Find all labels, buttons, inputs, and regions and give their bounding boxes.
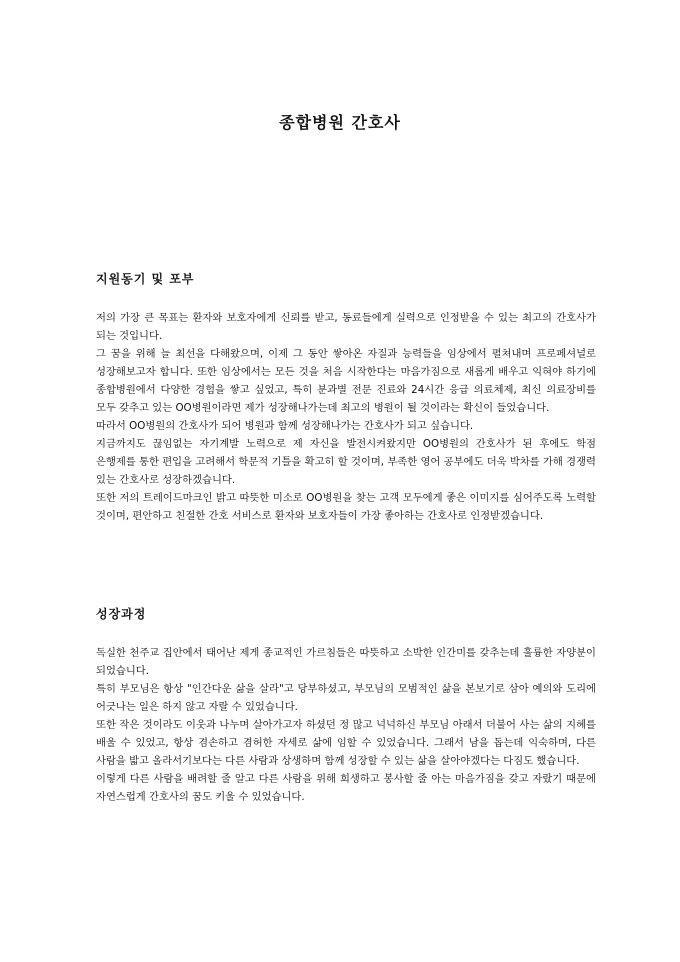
section-heading: 성장과정 — [96, 607, 147, 621]
paragraph: 특히 부모님은 항상 "인간다운 삶을 살라"고 당부하셨고, 부모님의 모범적인 삶을 본보기로 삼아 예의와 도리에 어긋나는 일은 하지 않고 자랄 수 있었습니다. — [96, 683, 596, 713]
paragraph: 그 꿈을 위해 늘 최선을 다해왔으며, 이제 그 동안 쌓아온 자질과 능력들을 임상에서 펼쳐내며 프로페셔널로 성장해보고자 합니다. 또한 임상에서는 모든 것을 처음 시작한다는 마음가짐으로 새롭게 배우고 익혀야 하기에 종합병원에서 다양한 경험을 쌓고 싶었고, 특히 분과별 전문 진료와 24시간 응급 의료체제, 최신 의료장비를 모두 갖추고 있는 OO병원이라면 제가 성장해나가는데 최고의 병원이 될 것이라는 확신이 들었습니다. — [96, 348, 596, 414]
paragraph: 또한 저의 트레이드마크인 밝고 따뜻한 미소로 OO병원을 찾는 고객 모두에게 좋은 이미지를 심어주도록 노력할 것이며, 편안하고 친절한 간호 서비스로 환자와 보호자들이 가장 좋아하는 간호사로 인정받겠습니다. — [96, 492, 596, 522]
paragraph: 또한 작은 것이라도 이웃과 나누며 살아가고자 하셨던 정 많고 넉넉하신 부모님 아래서 더불어 사는 삶의 지혜를 배울 수 있었고, 항상 겸손하고 겸허한 자세로 삶에 임할 수 있었습니다. 그래서 남을 돕는데 익숙하며, 다른 사람을 밟고 올라서기보다는 다른 사람과 상생하며 함께 성장할 수 있는 삶을 살아야겠다는 다짐도 했습니다. — [96, 719, 596, 767]
section-growth — [96, 605, 596, 806]
paragraph: 지금까지도 끊임없는 자기계발 노력으로 제 자신을 발전시켜왔지만 OO병원의 간호사가 된 후에도 학점 은행제를 통한 편입을 고려해서 학문적 기틀을 확고히 할 것이며, 부족한 영어 공부에도 더욱 박차를 가해 경쟁력 있는 간호사로 성장하겠습니다. — [96, 438, 596, 486]
paragraph: 독실한 천주교 집안에서 태어난 제게 종교적인 가르침들은 따뜻하고 소박한 인간미를 갖추는데 훌륭한 자양분이 되었습니다. — [96, 647, 596, 677]
paragraph: 따라서 OO병원의 간호사가 되어 병원과 함께 성장해나가는 간호사가 되고 싶습니다. — [96, 420, 474, 432]
paragraph: 저의 가장 큰 목표는 환자와 보호자에게 신뢰를 받고, 동료들에게 실력으로 인정받을 수 있는 최고의 간호사가 되는 것입니다. — [96, 312, 596, 342]
document-title: 종합병원 간호사 — [279, 113, 401, 132]
section-motivation — [96, 270, 596, 525]
section-heading: 지원동기 및 포부 — [96, 272, 195, 286]
paragraph: 이렇게 다른 사람을 배려할 줄 알고 다른 사람을 위해 희생하고 봉사할 줄 아는 마음가짐을 갖고 자랐기 때문에 자연스럽게 간호사의 꿈도 키울 수 있었습니다. — [96, 773, 596, 803]
